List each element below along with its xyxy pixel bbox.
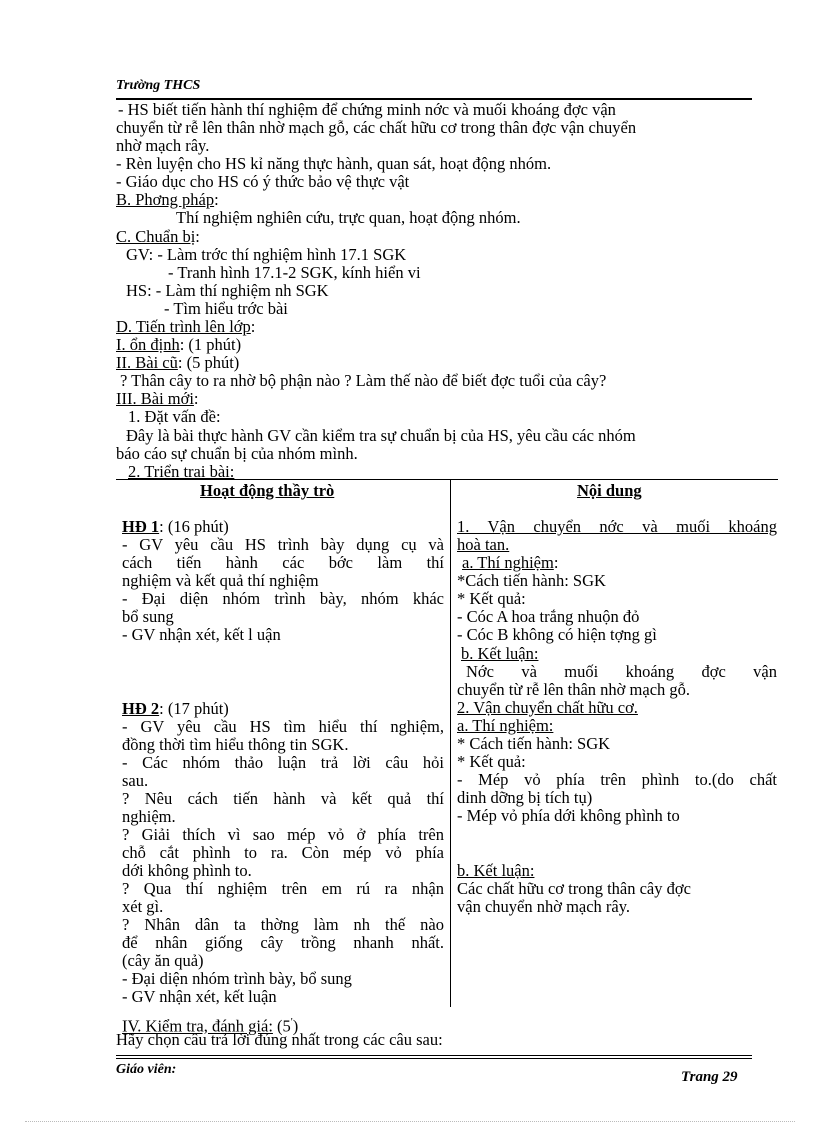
r2-title: 2. Vận chuyển chất hữu cơ.	[457, 698, 638, 717]
r1-line: - Cóc B không có hiện tợng gì	[457, 625, 657, 644]
item-dat-van-de: 1. Đặt vấn đề:	[128, 407, 221, 426]
r2-conclusion-b: vận chuyển nhờ mạch rây.	[457, 897, 631, 916]
hd1-label: HĐ 1: (16 phút)	[122, 517, 229, 536]
r2-line: * Cách tiến hành: SGK	[457, 734, 611, 753]
hd2-line: ? Nhân dân ta thờng làm nh thế nào	[122, 915, 444, 934]
r2-conclusion-a: Các chất hữu cơ trong thân cây đợc	[457, 879, 691, 898]
hd2-line: - Đại diện nhóm trình bày, bổ sung	[122, 969, 352, 988]
hd1-line: - GV yêu cầu HS trình bày dụng cụ và	[122, 535, 444, 554]
hd2-line: dới không phình to.	[122, 861, 252, 880]
hd2-line: ? Nêu cách tiến hành và kết quả thí	[122, 789, 444, 808]
hd1-line: - GV nhận xét, kết l uận	[122, 625, 281, 644]
review-question: ? Thân cây to ra nhờ bộ phận nào ? Làm thế nào để biết đợc tuổi của cây?	[120, 371, 607, 390]
intro-line-5: - Giáo dục cho HS có ý thức bảo vệ thực vật	[116, 172, 410, 191]
footer-rule-2	[116, 1058, 752, 1059]
hd1-line: nghiệm và kết quả thí nghiệm	[122, 571, 319, 590]
hd2-line: để nhân giống cây trồng nhanh nhất.	[122, 933, 444, 952]
r1-conclusion: b. Kết luận:	[461, 644, 539, 663]
prep-hs-1: HS: - Làm thí nghiệm nh SGK	[126, 281, 329, 300]
hd2-line: (cây ăn quả)	[122, 951, 204, 970]
item-trien-khai: 2. Triển trai bài:	[128, 462, 235, 481]
footer-rule-1	[116, 1055, 752, 1056]
process-heading: D. Tiến trình lên lớp:	[116, 317, 256, 336]
hd2-line: ? Giải thích vì sao mép vỏ ở phía trên	[122, 825, 444, 844]
hd2-line: nghiệm.	[122, 807, 176, 826]
prep-hs-2: - Tìm hiểu trớc bài	[164, 299, 288, 318]
hd1-line: - Đại diện nhóm trình bày, nhóm khác	[122, 589, 444, 608]
hd2-line: - GV nhận xét, kết luận	[122, 987, 277, 1006]
hd2-line: ? Qua thí nghiệm trên em rú ra nhận	[122, 879, 444, 898]
footer-teacher: Giáo viên:	[116, 1062, 177, 1077]
r1-line: - Cóc A hoa trắng nhuộn đỏ	[457, 607, 640, 626]
prep-gv-1: GV: - Làm trớc thí nghiệm hình 17.1 SGK	[126, 245, 407, 264]
r2-experiment: a. Thí nghiệm:	[457, 716, 554, 735]
prep-gv-2: - Tranh hình 17.1-2 SGK, kính hiển vi	[168, 263, 421, 282]
r1-line: *Cách tiến hành: SGK	[457, 571, 606, 590]
r2-conclusion: b. Kết luận:	[457, 861, 535, 880]
hd2-line: chỗ cắt phình to ra. Còn mép vỏ phía	[122, 843, 444, 862]
table-header-activity: Hoạt động thầy trò	[200, 481, 335, 500]
hd1-line: bổ sung	[122, 607, 174, 626]
hd2-label: HĐ 2: (17 phút)	[122, 699, 229, 718]
method-heading: B. Phơng pháp:	[116, 190, 219, 209]
assessment-instruction: Hãy chọn câu trả lời đúng nhất trong các câu sau:	[116, 1030, 443, 1049]
section-on-dinh: I. ổn định: (1 phút)	[116, 335, 242, 354]
school-header: Trường THCS	[116, 78, 201, 93]
r1-title-a: 1. Vận chuyển nớc và muối khoáng	[457, 517, 777, 536]
table-divider	[450, 479, 451, 1007]
table-top-rule	[116, 479, 778, 480]
r1-title-b: hoà tan.	[457, 535, 510, 554]
table-header-content: Nội dung	[577, 481, 642, 500]
hd1-line: cách tiến hành các bớc làm thí	[122, 553, 444, 572]
r2-line: * Kết quả:	[457, 752, 526, 771]
page-number: Trang 29	[681, 1069, 738, 1085]
assessment-heading: IV. Kiểm tra, đánh giá: (5')	[122, 1016, 299, 1036]
intro-line-4: - Rèn luyện cho HS kỉ năng thực hành, quan sát, hoạt động nhóm.	[116, 154, 552, 173]
r2-line: dinh dỡng bị tích tụ)	[457, 788, 593, 807]
page-edge	[25, 1121, 795, 1122]
hd2-line: - Các nhóm thảo luận trả lời câu hỏi	[122, 753, 444, 772]
r1-conclusion-a: Nớc và muối khoáng đợc vận	[466, 662, 777, 681]
intro-line-1: - HS biết tiến hành thí nghiệm để chứng minh nớc và muối khoáng đợc vận	[118, 100, 616, 119]
hd2-line: xét gì.	[122, 897, 164, 916]
intro-line-3: nhờ mạch rây.	[116, 136, 210, 155]
intro-para-2: báo cáo sự chuẩn bị của nhóm mình.	[116, 444, 358, 463]
hd2-line: sau.	[122, 771, 149, 790]
section-bai-cu: II. Bài cũ: (5 phút)	[116, 353, 240, 372]
intro-para-1: Đây là bài thực hành GV cần kiểm tra sự chuẩn bị của HS, yêu cầu các nhóm	[126, 426, 636, 445]
section-bai-moi: III. Bài mới:	[116, 389, 199, 408]
hd2-line: - GV yêu cầu HS tìm hiểu thí nghiệm,	[122, 717, 444, 736]
r1-conclusion-b: chuyển từ rễ lên thân nhờ mạch gỗ.	[457, 680, 691, 699]
prep-heading: C. Chuẩn bị:	[116, 227, 200, 246]
r2-line: - Mép vỏ phía trên phình to.(do chất	[457, 770, 777, 789]
r1-line: * Kết quả:	[457, 589, 526, 608]
method-text: Thí nghiệm nghiên cứu, trực quan, hoạt động nhóm.	[176, 208, 521, 227]
r2-line: - Mép vỏ phía dới không phình to	[457, 806, 680, 825]
intro-line-2: chuyển từ rễ lên thân nhờ mạch gỗ, các chất hữu cơ trong thân đợc vận chuyển	[116, 118, 637, 137]
r1-experiment: a. Thí nghiệm:	[462, 553, 559, 572]
hd2-line: đồng thời tìm hiểu thông tin SGK.	[122, 735, 349, 754]
